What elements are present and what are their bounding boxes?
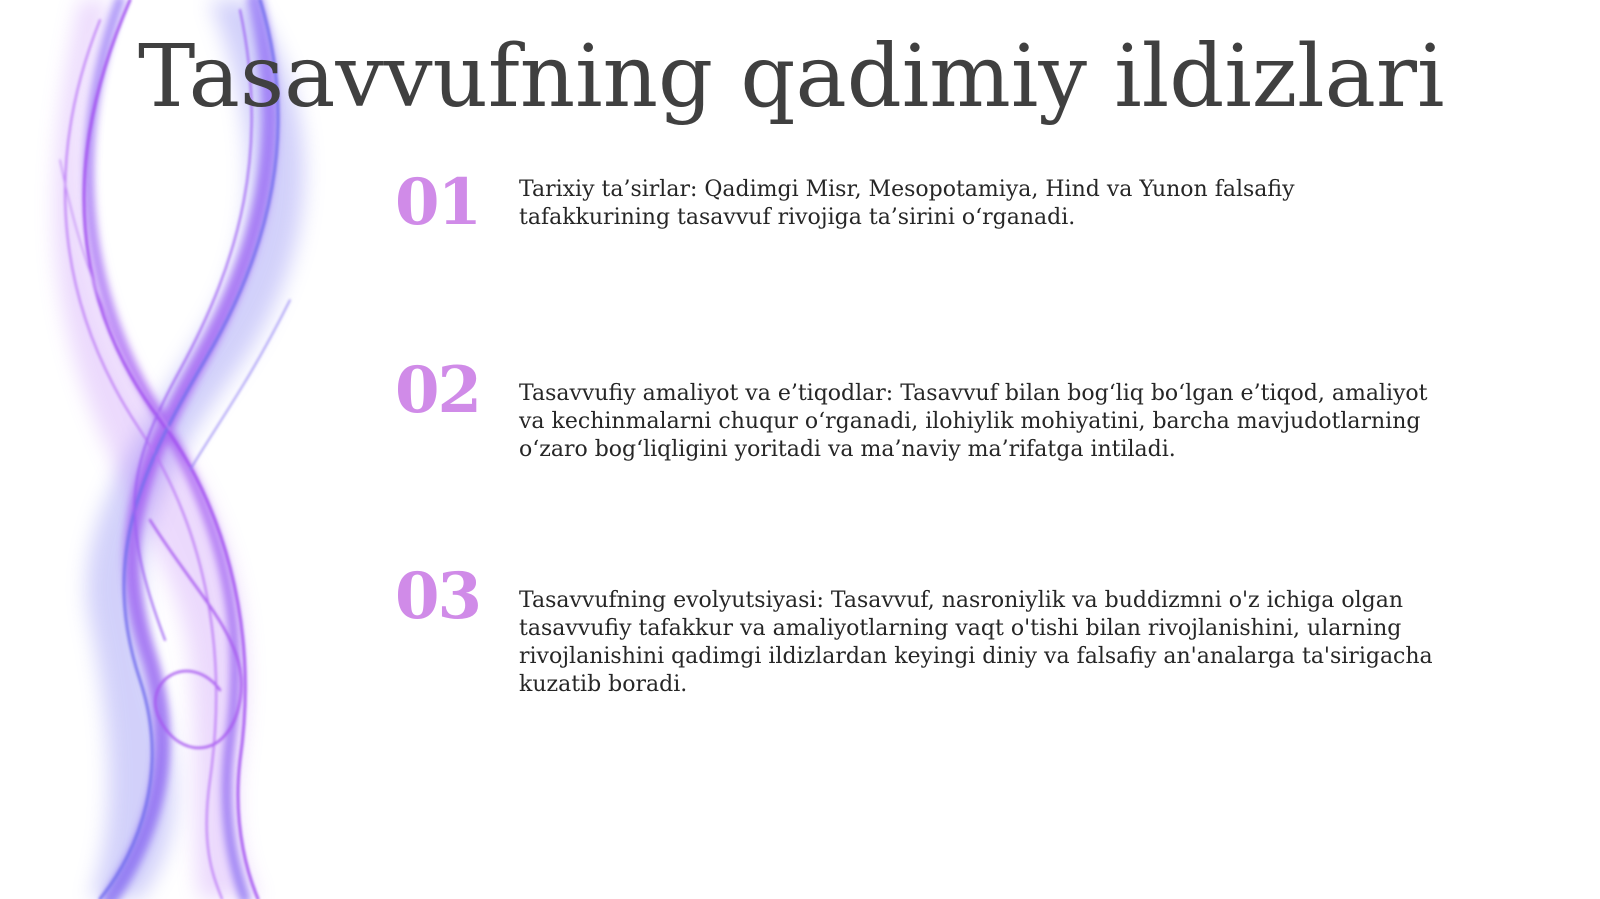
item-number: 01 — [395, 165, 481, 240]
slide-title: Tasavvufning qadimiy ildizlari — [138, 27, 1445, 127]
purple-smoke-decoration — [0, 0, 420, 899]
item-text: Tarixiy ta’sirlar: Qadimgi Misr, Mesopotamiya, Hind va Yunon falsafiy tafakkurining tasavvuf rivojiga ta’sirini o‘rganadi. — [519, 177, 1295, 230]
item-text: Tasavvufning evolyutsiyasi: Tasavvuf, nasroniylik va buddizmni o'z ichiga olgan tasavvufiy tafakkur va amaliyotlarning vaqt o'tishi bilan rivojlanishini, ularning rivojlanishini qadimgi ildizlardan keyingi diniy va falsafiy an'analarga ta'sirigacha kuzatib boradi. — [519, 588, 1433, 697]
item-text: Tasavvufiy amaliyot va e’tiqodlar: Tasavvuf bilan bog‘liq bo‘lgan e’tiqod, amaliyot va kechinmalarni chuqur o‘rganadi, ilohiylik mohiyatini, barcha mavjudotlarning o‘zaro bog‘liqligini yoritadi va ma’naviy ma’rifatga intiladi. — [519, 381, 1428, 462]
item-number: 03 — [395, 559, 481, 634]
item-number: 02 — [395, 353, 481, 428]
